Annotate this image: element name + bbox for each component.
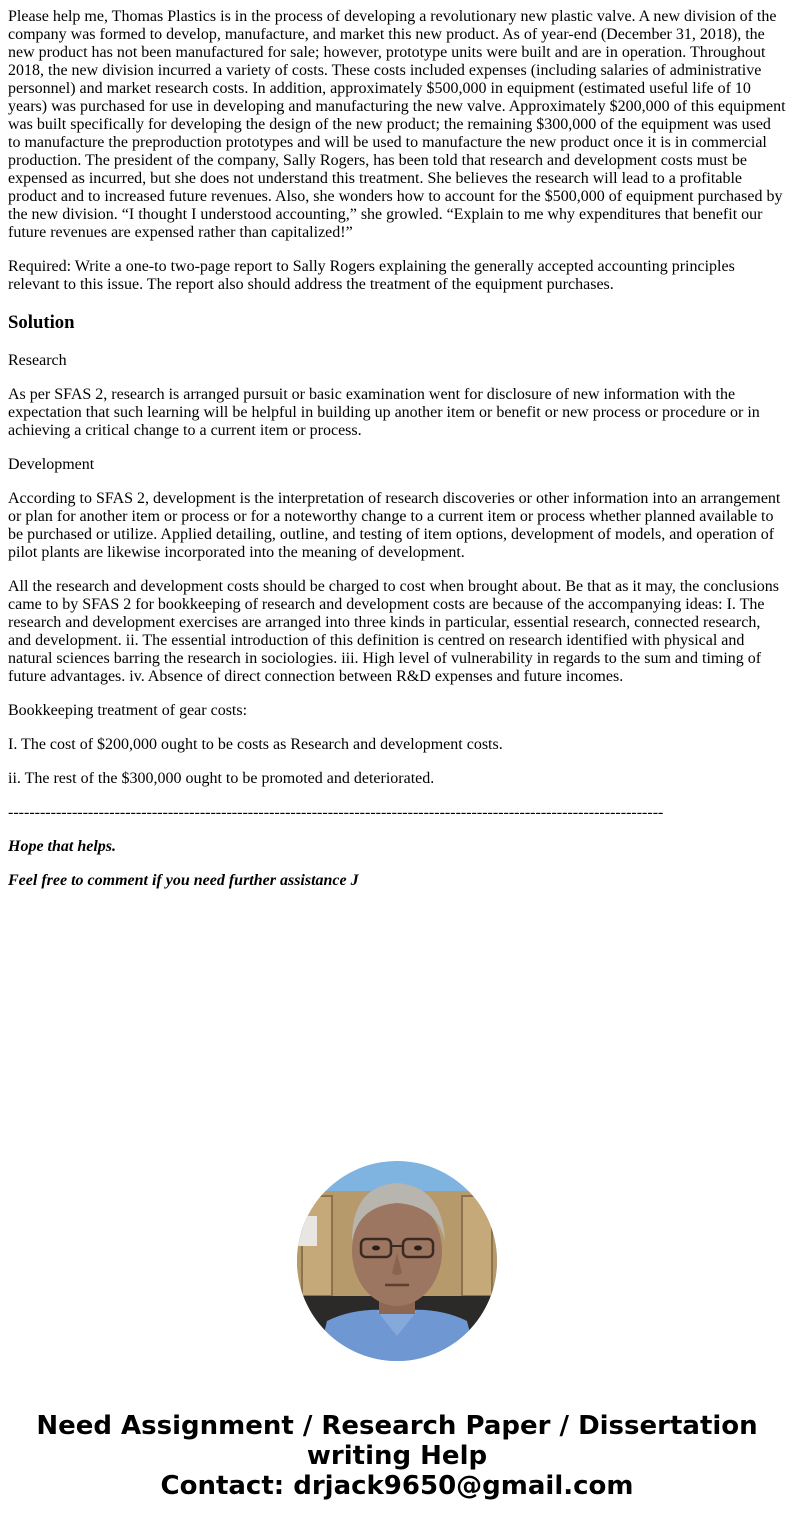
promo-headline-continued: writing Help: [306, 1441, 488, 1471]
profile-photo-icon: [297, 1161, 497, 1361]
rd-costs-explanation: All the research and development costs should be charged to cost when brought about. Be that as it may, the conclusions came to by SFAS 2 for bookkeeping of research and development costs are because of the accompanying ideas: I. The research and development exercises are arranged into three kinds in particular, essential research, connected research, and development. ii. The essential introduction of this definition is centred on research identified with physical and natural sciences barring the research in sociologies. iii. High level of vulnerability in regards to the sum and timing of future advantages. iv. Absence of direct connection between R&D expenses and future incomes.: [8, 578, 779, 685]
avatar: [297, 1161, 497, 1361]
equipment-treatment-item: I. The cost of $200,000 ought to be costs as Research and development costs.: [8, 736, 503, 753]
promo-contact: Contact: drjack9650@gmail.com: [160, 1471, 634, 1501]
closing-note: Feel free to comment if you need further assistance J: [8, 872, 359, 889]
question-requirement: Required: Write a one-to two-page report to Sally Rogers explaining the generally accepted accounting principles relevant to this issue. The report also should address the treatment of the equipment purchases.: [8, 258, 735, 293]
research-definition: As per SFAS 2, research is arranged pursuit or basic examination went for disclosure of new information with the expectation that such learning will be helpful in building up another item or benefit or new process or procedure or in achieving a critical change to a current item or process.: [8, 386, 760, 439]
equipment-treatment-label: Bookkeeping treatment of gear costs:: [8, 702, 248, 719]
promo-headline: Need Assignment / Research Paper / Dissertation: [36, 1411, 758, 1441]
divider: ---------------------------------------------------------------------------------------------------------------------------: [8, 804, 664, 821]
development-definition: According to SFAS 2, development is the interpretation of research discoveries or other information into an arrangement or plan for another item or process or for a noteworthy change to a current item or process whether planned available to be purchased or utilize. Applied detailing, outline, and testing of item options, development of models, and operation of pilot plants are likewise incorporated into the meaning of development.: [8, 490, 781, 561]
development-label: Development: [8, 456, 95, 473]
solution-heading: Solution: [8, 312, 75, 333]
closing-note: Hope that helps.: [8, 838, 117, 855]
equipment-treatment-item: ii. The rest of the $300,000 ought to be promoted and deteriorated.: [8, 770, 435, 787]
question-paragraph: Please help me, Thomas Plastics is in the process of developing a revolutionary new plastic valve. A new division of the company was formed to develop, manufacture, and market this new product. As of year-end (December 31, 2018), the new product has not been manufactured for sale; however, prototype units were built and are in operation. Throughout 2018, the new division incurred a variety of costs. These costs included expenses (including salaries of administrative personnel) and market research costs. In addition, approximately $500,000 in equipment (estimated useful life of 10 years) was purchased for use in developing and manufacturing the new valve. Approximately $200,000 of this equipment was built specifically for developing the design of the new product; the remaining $300,000 of the equipment was used to manufacture the preproduction prototypes and will be used to manufacture the new product once it is in commercial production. The president of the company, Sally Rogers, has been told that research and development costs must be expensed as incurred, but she does not understand this treatment. She believes the research will lead to a profitable product and to increased future revenues. Also, she wonders how to account for the $500,000 of equipment purchased by the new division. “I thought I understood accounting,” she growled. “Explain to me why expenditures that benefit our future revenues are expensed rather than capitalized!”: [8, 8, 786, 241]
research-label: Research: [8, 352, 67, 369]
promo-banner: [0, 1411, 794, 1501]
document-body: [0, 8, 794, 890]
